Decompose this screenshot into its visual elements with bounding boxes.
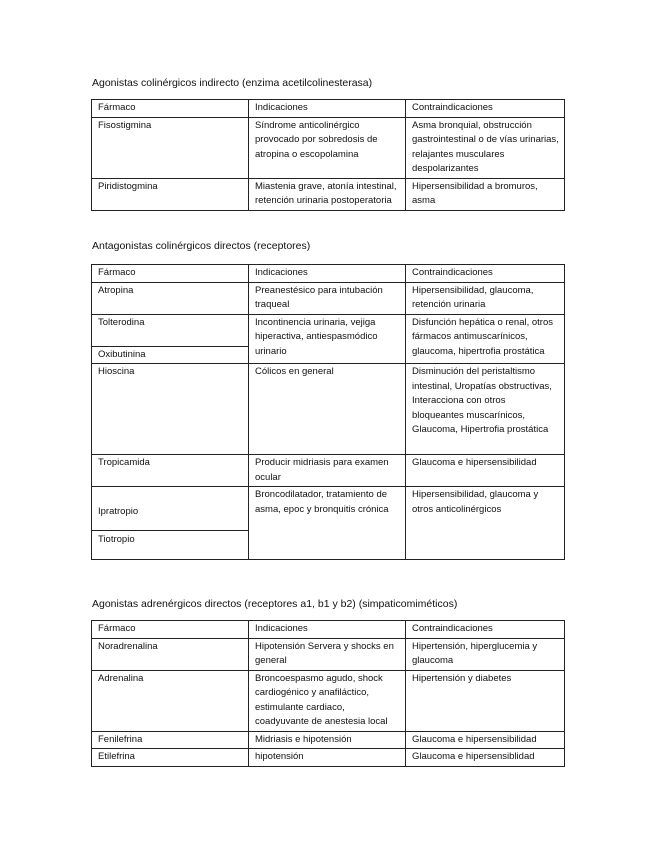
header-farmaco: Fármaco — [92, 100, 249, 118]
section-title-agonistas-colinergicos: Agonistas colinérgicos indirecto (enzima acetilcolinesterasa) — [92, 77, 373, 89]
header-indicaciones: Indicaciones — [249, 265, 406, 283]
header-contraindicaciones: Contraindicaciones — [406, 265, 565, 283]
table-row — [92, 455, 565, 487]
table-row — [92, 731, 565, 749]
cell-indicaciones: Síndrome anticolinérgico provocado por sobredosis de atropina o escopolamina — [249, 117, 406, 178]
cell-farmaco: Fenilefrina — [92, 731, 249, 749]
cell-contraindicaciones: Hipersensibilidad a bromuros, asma — [406, 178, 565, 210]
cell-farmaco: Tropicamida — [92, 455, 249, 487]
cell-indicaciones: Incontinencia urinaria, vejiga hiperactiva, antiespasmódico urinario — [249, 314, 406, 364]
table-header-row — [92, 621, 565, 639]
header-indicaciones: Indicaciones — [249, 621, 406, 639]
table-row — [92, 117, 565, 178]
header-contraindicaciones: Contraindicaciones — [406, 100, 565, 118]
cell-indicaciones: Cólicos en general — [249, 364, 406, 455]
table-row — [92, 282, 565, 314]
cell-farmaco: Fisostigmina — [92, 117, 249, 178]
cell-farmaco: Tolterodina — [92, 314, 249, 346]
section-title-agonistas-adrenergicos: Agonistas adrenérgicos directos (receptores a1, b1 y b2) (simpaticomiméticos) — [92, 598, 458, 610]
cell-contraindicaciones: Glaucoma e hipersensibilidad — [406, 455, 565, 487]
cell-farmaco: Atropina — [92, 282, 249, 314]
cell-indicaciones: Hipotensión Servera y shocks en general — [249, 638, 406, 670]
table-row — [92, 487, 565, 531]
cell-contraindicaciones: Hipersensibilidad, glaucoma, retención urinaria — [406, 282, 565, 314]
cell-indicaciones: Producir midriasis para examen ocular — [249, 455, 406, 487]
cell-farmaco: Noradrenalina — [92, 638, 249, 670]
section-title-antagonistas-colinergicos: Antagonistas colinérgicos directos (receptores) — [92, 240, 311, 252]
cell-indicaciones: hipotensión — [249, 749, 406, 767]
table-row — [92, 638, 565, 670]
header-indicaciones: Indicaciones — [249, 100, 406, 118]
cell-contraindicaciones: Disfunción hepática o renal, otros fármacos antimuscarínicos, glaucoma, hipertrofia prostática — [406, 314, 565, 364]
table-antagonistas-colinergicos — [91, 264, 565, 560]
cell-contraindicaciones: Hipertensión y diabetes — [406, 670, 565, 731]
cell-contraindicaciones: Asma bronquial, obstrucción gastrointestinal o de vías urinarias, relajantes musculares despolarizantes — [406, 117, 565, 178]
header-farmaco: Fármaco — [92, 265, 249, 283]
header-farmaco: Fármaco — [92, 621, 249, 639]
table-agonistas-colinergicos — [91, 99, 565, 211]
table-row — [92, 749, 565, 767]
cell-farmaco: Etilefrina — [92, 749, 249, 767]
cell-farmaco: Tiotropio — [92, 531, 249, 560]
cell-contraindicaciones: Disminución del peristaltismo intestinal, Uropatías obstructivas, Interacciona con otros bloqueantes muscarínicos, Glaucoma, Hipertrofia prostática — [406, 364, 565, 455]
cell-indicaciones: Broncodilatador, tratamiento de asma, epoc y bronquitis crónica — [249, 487, 406, 560]
cell-contraindicaciones: Glaucoma e hipersensibilidad — [406, 731, 565, 749]
cell-contraindicaciones: Glaucoma e hipersensiblidad — [406, 749, 565, 767]
table-header-row — [92, 100, 565, 118]
cell-indicaciones: Midriasis e hipotensión — [249, 731, 406, 749]
cell-contraindicaciones: Hipertensión, hiperglucemia y glaucoma — [406, 638, 565, 670]
table-row — [92, 670, 565, 731]
cell-farmaco: Oxibutinina — [92, 346, 249, 364]
table-agonistas-adrenergicos — [91, 620, 565, 767]
cell-indicaciones: Miastenia grave, atonía intestinal, retención urinaria postoperatoria — [249, 178, 406, 210]
cell-contraindicaciones: Hipersensibilidad, glaucoma y otros anticolinérgicos — [406, 487, 565, 560]
table-row — [92, 178, 565, 210]
cell-farmaco: Hioscina — [92, 364, 249, 455]
cell-farmaco: Ipratropio — [92, 487, 249, 531]
table-row — [92, 314, 565, 346]
table-header-row — [92, 265, 565, 283]
header-contraindicaciones: Contraindicaciones — [406, 621, 565, 639]
table-row — [92, 364, 565, 455]
cell-indicaciones: Broncoespasmo agudo, shock cardiogénico y anafiláctico, estimulante cardiaco, coadyuvante de anestesia local — [249, 670, 406, 731]
cell-indicaciones: Preanestésico para intubación traqueal — [249, 282, 406, 314]
cell-farmaco: Adrenalina — [92, 670, 249, 731]
cell-farmaco: Piridistogmina — [92, 178, 249, 210]
